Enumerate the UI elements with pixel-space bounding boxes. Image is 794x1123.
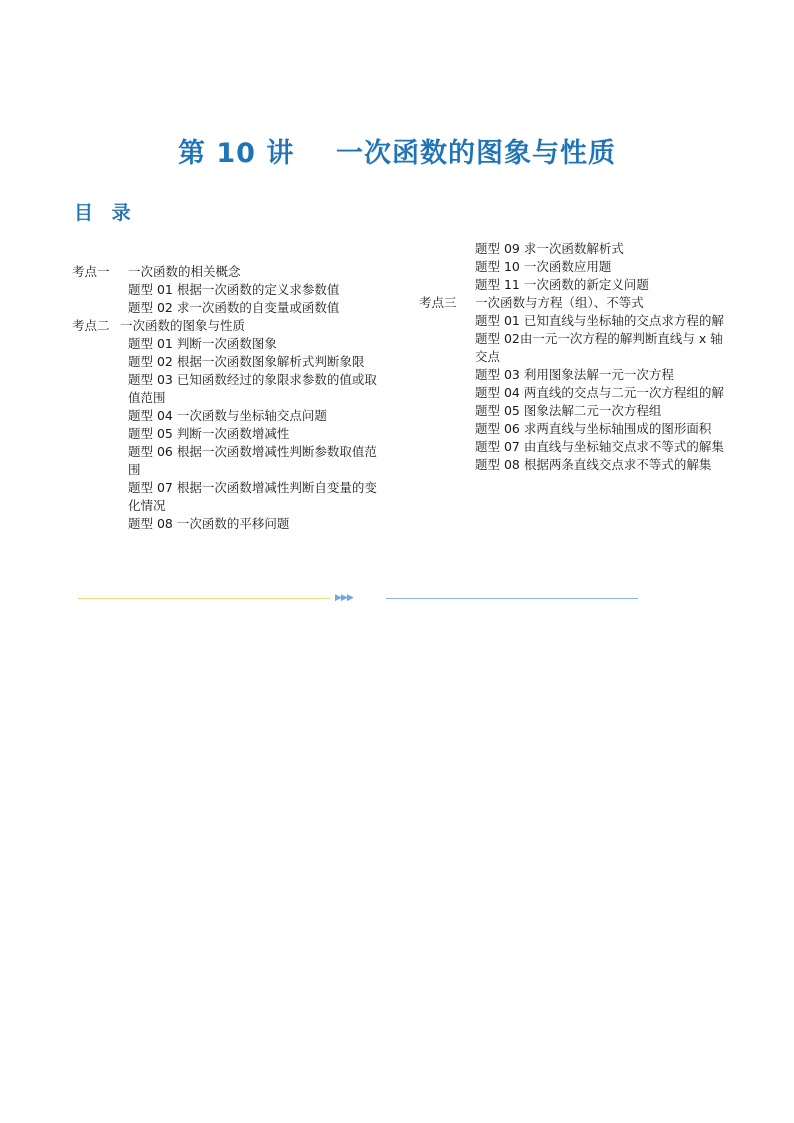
toc-item[interactable]: 题型 07 根据一次函数增减性判断自变量的变化情况	[128, 480, 377, 513]
section-label: 考点一	[72, 264, 110, 279]
divider-line-left	[78, 598, 330, 599]
toc-item[interactable]: 题型 09 求一次函数解析式	[475, 241, 624, 256]
section-heading	[72, 263, 377, 281]
section-title: 一次函数与方程（组）、不等式	[475, 295, 644, 310]
toc-item[interactable]: 题型 01 已知直线与坐标轴的交点求方程的解	[475, 313, 724, 328]
toc-item[interactable]: 题型 06 求两直线与坐标轴围成的图形面积	[475, 421, 712, 436]
section-label: 考点三	[419, 295, 457, 310]
section-title: 一次函数的相关概念	[128, 264, 241, 279]
toc-item[interactable]: 题型 03 利用图象法解一元一次方程	[475, 367, 674, 382]
page-title: 第 10 讲 一次函数的图象与性质	[178, 138, 616, 169]
divider-arrows-icon: ▶▶▶	[335, 593, 353, 603]
toc-item[interactable]: 题型 01 根据一次函数的定义求参数值	[128, 282, 340, 297]
toc-item[interactable]: 题型 08 一次函数的平移问题	[128, 516, 290, 531]
toc-item[interactable]: 题型 08 根据两条直线交点求不等式的解集	[475, 457, 712, 472]
section-heading	[72, 317, 377, 335]
toc-item[interactable]: 题型 06 根据一次函数增减性判断参数取值范围	[128, 444, 377, 477]
section-label: 考点二	[72, 318, 110, 333]
toc-item[interactable]: 题型 05 图象法解二元一次方程组	[475, 403, 662, 418]
toc-item[interactable]: 题型 04 一次函数与坐标轴交点问题	[128, 408, 327, 423]
toc-left-column	[72, 263, 377, 533]
toc-heading: 目 录	[74, 202, 137, 224]
toc-item[interactable]: 题型 10 一次函数应用题	[475, 259, 612, 274]
divider-line-right	[386, 598, 638, 599]
section-heading	[419, 294, 729, 312]
toc-item[interactable]: 题型 02 根据一次函数图象解析式判断象限	[128, 354, 365, 369]
toc-item[interactable]: 题型 03 已知函数经过的象限求参数的值或取值范围	[128, 372, 377, 405]
toc-item[interactable]: 题型 07 由直线与坐标轴交点求不等式的解集	[475, 439, 724, 454]
toc-item[interactable]: 题型 04 两直线的交点与二元一次方程组的解	[475, 385, 724, 400]
toc-right-column	[419, 240, 729, 474]
section-title: 一次函数的图象与性质	[120, 318, 246, 333]
toc-item[interactable]: 题型 02 求一次函数的自变量或函数值	[128, 300, 340, 315]
toc-item[interactable]: 题型 01 判断一次函数图象	[128, 336, 277, 351]
toc-item[interactable]: 题型 05 判断一次函数增减性	[128, 426, 290, 441]
toc-item[interactable]: 题型 11 一次函数的新定义问题	[475, 277, 649, 292]
toc-item[interactable]: 题型 02由一元一次方程的解判断直线与 x 轴交点	[475, 331, 723, 364]
